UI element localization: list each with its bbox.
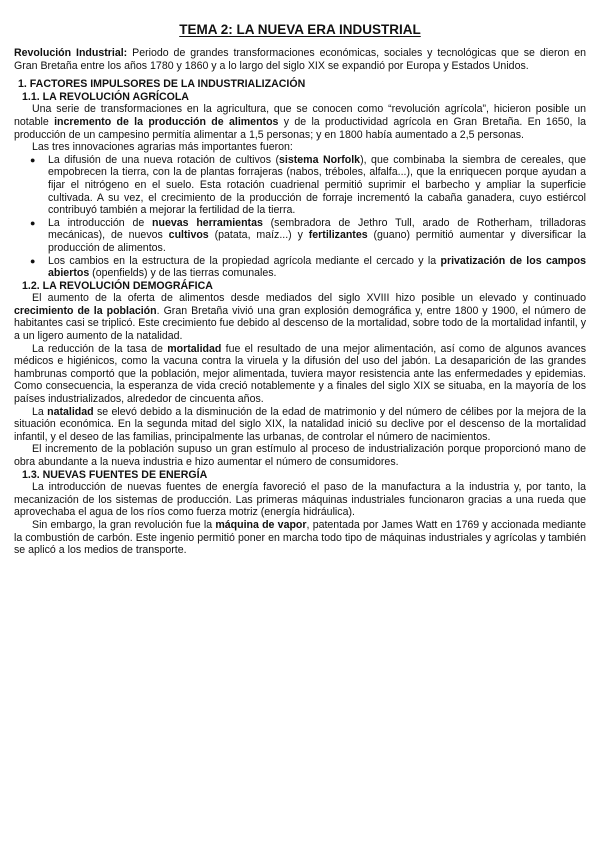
bold-run: privatización de los campos abiertos — [48, 254, 587, 280]
text-run: La introducción de — [48, 216, 153, 229]
bold-run: sistema Norfolk — [279, 153, 361, 166]
document-title: TEMA 2: LA NUEVA ERA INDUSTRIAL — [179, 22, 421, 37]
text-run: ), que combinaba la siembra de cereales, que empobrecen la tierra, con la de plantas forrajeras (nabos, tréboles, alfalfa...), que la enriquecen porque ayudan a fijar el nitrógeno en el suelo. Esta rotación cuadrienal permitió suprimir el barbecho y ampliar la superficie cultivada. A su vez, el crecimiento de la producción de forraje incrementó la cabaña ganadera, cuyo estiércol contribuyó también a mejorar la fertilidad de la tierra. — [48, 153, 586, 217]
text-run: . Gran Bretaña vivió una gran explosión demográfica y, entre 1800 y 1900, el número de habitantes casi se triplicó. Este crecimiento fue debido al descenso de la mortalidad, sobre todo de la mortalidad infantil, y a un ligero aumento de la natalidad. — [14, 304, 586, 343]
energy-paragraph-1: La introducción de nuevas fuentes de energía favoreció el paso de la manufactura a la industria y, por tanto, la mecanización de los sistemas de producción. Las primeras máquinas industriales funcionaron gracias a una rueda que aprovechaba el agua de los ríos como fuerza motriz (energía hidráulica). — [14, 481, 586, 519]
list-item — [48, 255, 586, 280]
text-run: Sin embargo, la gran revolución fue la — [32, 518, 216, 531]
text-run: fue el resultado de una mejor alimentación, así como de algunos avances médicos e higiénicos, como la vacuna contra la viruela y la difusión del uso del jabón. La desaparición de las grandes hambrunas comportó que la población, mejor alimentada, tuviera mayor resistencia ante las enfermedades y epidemias. Como consecuencia, la esperanza de vida creció notablemente y a finales del siglo XIX se situaba, en la mayoría de los países industrializados, alrededor de cincuenta años. — [14, 342, 586, 406]
section-1-heading: 1. FACTORES IMPULSORES DE LA INDUSTRIALIZACIÓN — [18, 78, 306, 91]
intro-paragraph — [14, 47, 586, 72]
text-run: (openfields) y de las tierras comunales. — [89, 267, 277, 280]
section-1-2-heading: 1.2. LA REVOLUCIÓN DEMOGRÁFICA — [22, 279, 213, 292]
bold-run: fertilizantes — [308, 229, 368, 242]
text-run: , patentada por James Watt en 1769 y accionada mediante la combustión de carbón. Este ingenio permitió poner en marcha todo tipo de máquinas industriales y agrícolas y también se aplicó a los medios de transporte. — [14, 518, 586, 557]
bold-run: nuevas herramientas — [152, 216, 263, 229]
text-run: La reducción de la tasa de — [32, 342, 168, 355]
text-run: Una serie de transformaciones en la agricultura, que se conocen como “revolución agrícola”, hicieron posible un notable — [14, 103, 586, 128]
demo-paragraph-4: El incremento de la población supuso un gran estímulo al proceso de industrialización porque proporcionó mano de obra abundante a la nueva industria e hizo aumentar el número de consumidores. — [14, 443, 586, 468]
text-run: (sembradora de Jethro Tull, arado de Rotherham, trilladoras mecánicas), de nuevos — [48, 216, 586, 242]
agri-paragraph-2: Las tres innovaciones agrarias más importantes fueron: — [32, 141, 293, 154]
text-run: se elevó debido a la disminución de la edad de matrimonio y del número de célibes por la mejora de la situación económica. En la segunda mitad del siglo XIX, la natalidad inició su declive por el descenso de la mortalidad infantil, y el deseo de las familias, principalmente las urbanas, de controlar el número de nacimientos. — [14, 405, 586, 443]
text-run: La — [32, 405, 48, 418]
bold-run: máquina de vapor — [215, 518, 307, 531]
section-1-1-heading: 1.1. LA REVOLUCIÓN AGRÍCOLA — [22, 90, 189, 103]
agri-paragraph-1 — [14, 103, 586, 141]
demo-paragraph-2 — [14, 343, 586, 406]
bold-run: cultivos — [168, 229, 209, 242]
bold-run: incremento de la producción de alimentos — [54, 115, 279, 128]
agri-innovations-list — [14, 154, 586, 280]
demo-paragraph-3 — [14, 406, 586, 444]
list-item — [48, 154, 586, 217]
text-run: Los cambios en la estructura de la propiedad agrícola mediante el cercado y la — [48, 254, 441, 267]
text-run: (patata, maíz...) y — [208, 229, 309, 242]
text-run: La difusión de una nueva rotación de cultivos ( — [48, 153, 280, 166]
list-item — [48, 217, 586, 255]
demo-paragraph-1 — [14, 292, 586, 342]
intro-text: Periodo de grandes transformaciones económicas, sociales y tecnológicas que se dieron en Gran Bretaña entre los años 1780 y 1860 y a lo largo del siglo XIX se expandió por Europa y Estados Unidos. — [14, 47, 586, 72]
intro-term: Revolución Industrial: — [14, 47, 128, 59]
text-run: (guano) permitió aumentar y diversificar la producción de alimentos. — [48, 229, 586, 254]
bold-run: natalidad — [47, 405, 94, 418]
bold-run: mortalidad — [167, 342, 222, 355]
section-1-3-heading: 1.3. NUEVAS FUENTES DE ENERGÍA — [22, 468, 208, 481]
energy-paragraph-2 — [14, 519, 586, 557]
bold-run: crecimiento de la población — [14, 304, 157, 317]
text-run: y de la productividad agrícola en Gran Bretaña. En 1650, la producción de un campesino permitía alimentar a 1,5 personas; y en 1800 había aumentado a 2,5 personas. — [14, 115, 587, 141]
text-run: El aumento de la oferta de alimentos desde mediados del siglo XVIII hizo posible un elevado y continuado — [32, 292, 586, 305]
